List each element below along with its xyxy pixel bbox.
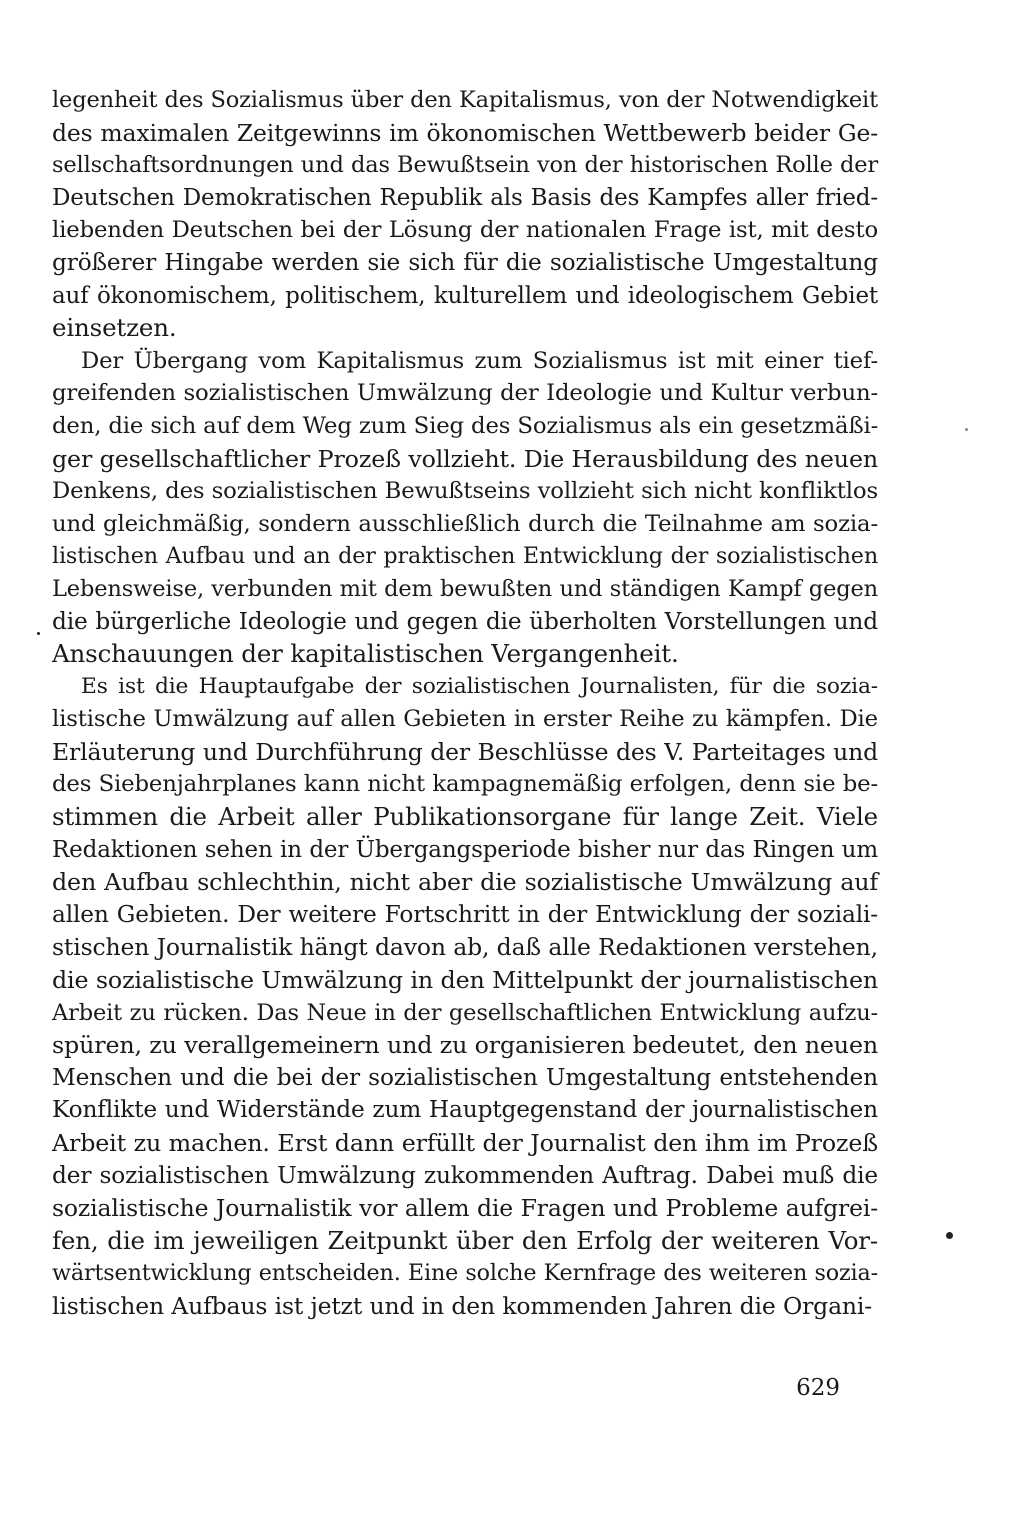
text-line: sellschaftsordnungen und das Bewußtsein von der historischen Rolle der: [52, 152, 878, 179]
text-line: des Siebenjahrplanes kann nicht kampagnemäßig erfolgen, denn sie be-: [52, 771, 878, 798]
text-line: den, die sich auf dem Weg zum Sieg des Sozialismus als ein gesetzmäßi-: [52, 412, 879, 439]
page-number: 629: [796, 1375, 840, 1401]
text-line: und gleichmäßig, sondern ausschließlich durch die Teilnahme am sozia-: [52, 510, 878, 537]
text-line: liebenden Deutschen bei der Lösung der nationalen Frage ist, mit desto: [52, 217, 878, 244]
text-line: die sozialistische Umwälzung in den Mittelpunkt der journalistischen: [52, 966, 878, 995]
scan-speck: [37, 632, 40, 635]
text-line: legenheit des Sozialismus über den Kapitalismus, von der Notwendigkeit: [52, 87, 878, 113]
text-line: den Aufbau schlechthin, nicht aber die sozialistische Umwälzung auf: [52, 868, 878, 897]
text-line: Arbeit zu rücken. Das Neue in der gesellschaftlichen Entwicklung aufzu-: [52, 999, 878, 1026]
text-line: Der Übergang vom Kapitalismus zum Sozialismus ist mit einer tief-: [81, 347, 878, 374]
text-line: greifenden sozialistischen Umwälzung der Ideologie und Kultur verbun-: [52, 380, 878, 407]
text-line: Denkens, des sozialistischen Bewußtseins vollzieht sich nicht konfliktlos: [52, 478, 878, 505]
paragraph: [52, 84, 878, 345]
text-line: ger gesellschaftlicher Prozeß vollzieht. Die Herausbildung des neuen: [52, 444, 878, 473]
text-line: fen, die im jeweiligen Zeitpunkt über den Erfolg der weiteren Vor-: [52, 1225, 878, 1255]
scan-speck: [965, 428, 968, 431]
text-line: sozialistische Journalistik vor allem die Fragen und Probleme aufgrei-: [52, 1194, 878, 1223]
text-line: auf ökonomischem, politischem, kulturellem und ideologischem Gebiet: [52, 282, 878, 309]
text-line: Menschen und die bei der sozialistischen Umgestaltung entstehenden: [52, 1063, 878, 1091]
text-line: Lebensweise, verbunden mit dem bewußten und ständigen Kampf gegen: [52, 575, 878, 602]
text-line: der sozialistischen Umwälzung zukommenden Auftrag. Dabei muß die: [52, 1161, 878, 1189]
text-line: Es ist die Hauptaufgabe der sozialistischen Journalisten, für die sozia-: [81, 673, 878, 699]
text-line: wärtsentwicklung entscheiden. Eine solche Kernfrage des weiteren sozia-: [52, 1260, 878, 1287]
text-line: Arbeit zu machen. Erst dann erfüllt der Journalist den ihm im Prozeß: [52, 1129, 878, 1157]
text-line: listischen Aufbaus ist jetzt und in den kommenden Jahren die Organi-: [52, 1291, 873, 1320]
paragraph: [52, 345, 878, 671]
text-line: größerer Hingabe werden sie sich für die sozialistische Umgestaltung: [52, 248, 878, 276]
text-line: listischen Aufbau und an der praktischen Entwicklung der sozialistischen: [52, 543, 878, 570]
text-line: allen Gebieten. Der weitere Fortschritt in der Entwicklung der soziali-: [52, 900, 878, 928]
scan-speck: [946, 1232, 953, 1239]
text-line: stimmen die Arbeit aller Publikationsorgane für lange Zeit. Viele: [52, 802, 878, 832]
text-line: einsetzen.: [52, 313, 177, 343]
text-line: die bürgerliche Ideologie und gegen die überholten Vorstellungen und: [52, 607, 878, 635]
text-line: spüren, zu verallgemeinern und zu organisieren bedeutet, den neuen: [52, 1031, 878, 1060]
text-line: des maximalen Zeitgewinns im ökonomischen Wettbewerb beider Ge-: [52, 118, 878, 147]
text-line: listische Umwälzung auf allen Gebieten in erster Reihe zu kämpfen. Die: [52, 706, 878, 733]
text-line: Redaktionen sehen in der Übergangsperiode bisher nur das Ringen um: [52, 836, 878, 863]
text-line: Erläuterung und Durchführung der Beschlüsse des V. Parteitages und: [52, 737, 878, 766]
text-line: Deutschen Demokratischen Republik als Basis des Kampfes aller fried-: [52, 184, 878, 211]
text-line: Anschauungen der kapitalistischen Vergangenheit.: [52, 639, 679, 669]
paragraph: [52, 671, 878, 1323]
text-line: Konflikte und Widerstände zum Hauptgegenstand der journalistischen: [52, 1096, 878, 1124]
text-line: stischen Journalistik hängt davon ab, daß alle Redaktionen verstehen,: [52, 933, 878, 962]
body-text: [52, 84, 878, 1323]
